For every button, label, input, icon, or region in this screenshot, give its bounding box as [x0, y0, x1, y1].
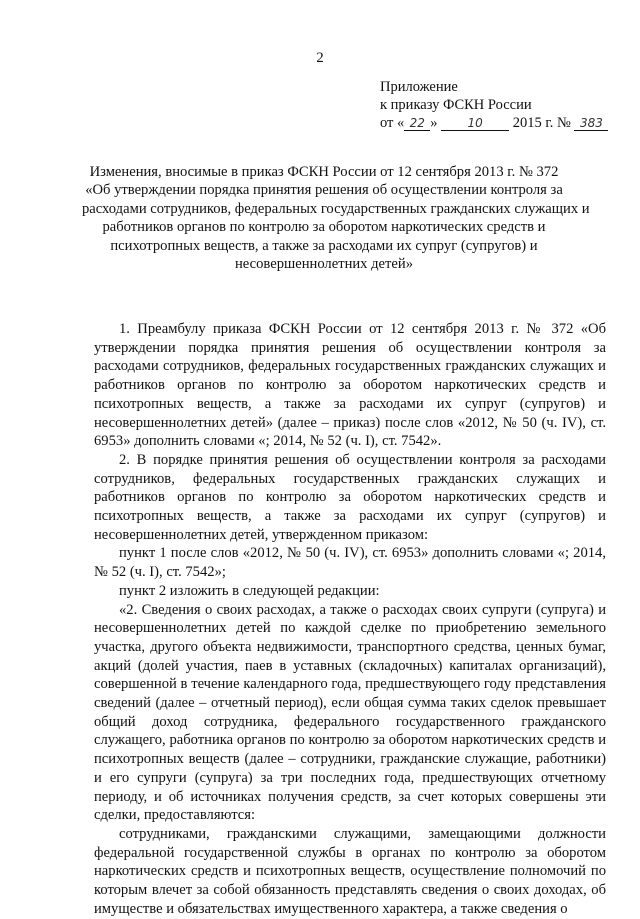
order-number: 383 — [574, 116, 608, 131]
date-month: 10 — [441, 116, 509, 131]
title-line: работников органов по контролю за оборотом наркотических средств и — [102, 219, 546, 236]
paragraph-2: 2. В порядке принятия решения об осуществлении контроля за расходами сотрудников, федеральных государственных гражданских служащих и работников органов по контролю за оборотом наркотических средств и психотропных веществ, а также за расходами их супруг (супругов) и несовершеннолетних детей, утвержденном приказом: — [94, 451, 606, 543]
date-day: 22 — [404, 116, 430, 131]
appendix-order-ref: к приказу ФСКН России — [380, 97, 532, 113]
title-line: «Об утверждении порядка принятия решения об осуществлении контроля за — [85, 182, 563, 199]
appendix-header — [380, 78, 620, 132]
title-line: расходами сотрудников, федеральных государственных гражданских служащих и — [82, 200, 590, 217]
title-line: несовершеннолетних детей» — [234, 256, 413, 273]
paragraph-point-2: пункт 2 изложить в следующей редакции: — [119, 582, 380, 599]
date-year: 2015 г. № — [512, 115, 571, 131]
date-mid: » — [430, 115, 438, 131]
paragraph-point-1: пункт 1 после слов «2012, № 50 (ч. IV), ст. 6953» дополнить словами «; 2014, № 52 (ч. I), ст. 7542»; — [94, 545, 606, 581]
page-number: 2 — [316, 50, 324, 66]
paragraph-1: 1. Преамбулу приказа ФСКН России от 12 сентября 2013 г. № 372 «Об утверждении порядка принятия решения об осуществлении контроля за расходами сотрудников, федеральных государственных гражданских служащих и работников органов по контролю за оборотом наркотических средств и психотропных веществ, а также за расходами их супруг (супругов) и несовершеннолетних детей» (далее – приказ) после слов «2012, № 50 (ч. IV), ст. 6953» дополнить словами «; 2014, № 52 (ч. I), ст. 7542». — [94, 321, 606, 450]
document-title — [82, 163, 590, 273]
paragraph-last: сотрудниками, гражданскими служащими, замещающими должности федеральной государственной службы в органах по контролю за оборотом наркотических средств и психотропных веществ, осуществление полномочий по которым влечет за собой обязанность представлять сведения о своих доходах, об имуществе и обязательствах имущественного характера, а также сведения о — [94, 825, 606, 917]
document-body — [94, 320, 606, 919]
appendix-label: Приложение — [380, 79, 458, 95]
date-prefix: от « — [380, 115, 405, 131]
title-line: психотропных веществ, а также за расходами их супруг (супругов) и — [110, 237, 538, 254]
paragraph-quote: «2. Сведения о своих расходах, а также о расходах своих супруги (супруга) и несовершеннолетних детей по каждой сделке по приобретению земельного участка, другого объекта недвижимости, транспортного средства, ценных бумаг, акций (долей участия, паев в уставных (складочных) капиталах организаций), совершенной в течение календарного года, предшествующего году представления сведений (далее – отчетный период), если общая сумма таких сделок превышает общий доход сотрудника, федерального государственного гражданского служащего, работника органов по контролю за оборотом наркотических средств и психотропных веществ (далее – сотрудники, гражданские служащие, работники) и его супруги (супруга) за три последних года, предшествующих отчетному периоду, и об источниках получения средств, за счет которых совершены эти сделки, предоставляются: — [94, 601, 606, 824]
appendix-date-line — [380, 114, 620, 132]
title-line: Изменения, вносимые в приказ ФСКН России от 12 сентября 2013 г. № 372 — [89, 164, 559, 180]
